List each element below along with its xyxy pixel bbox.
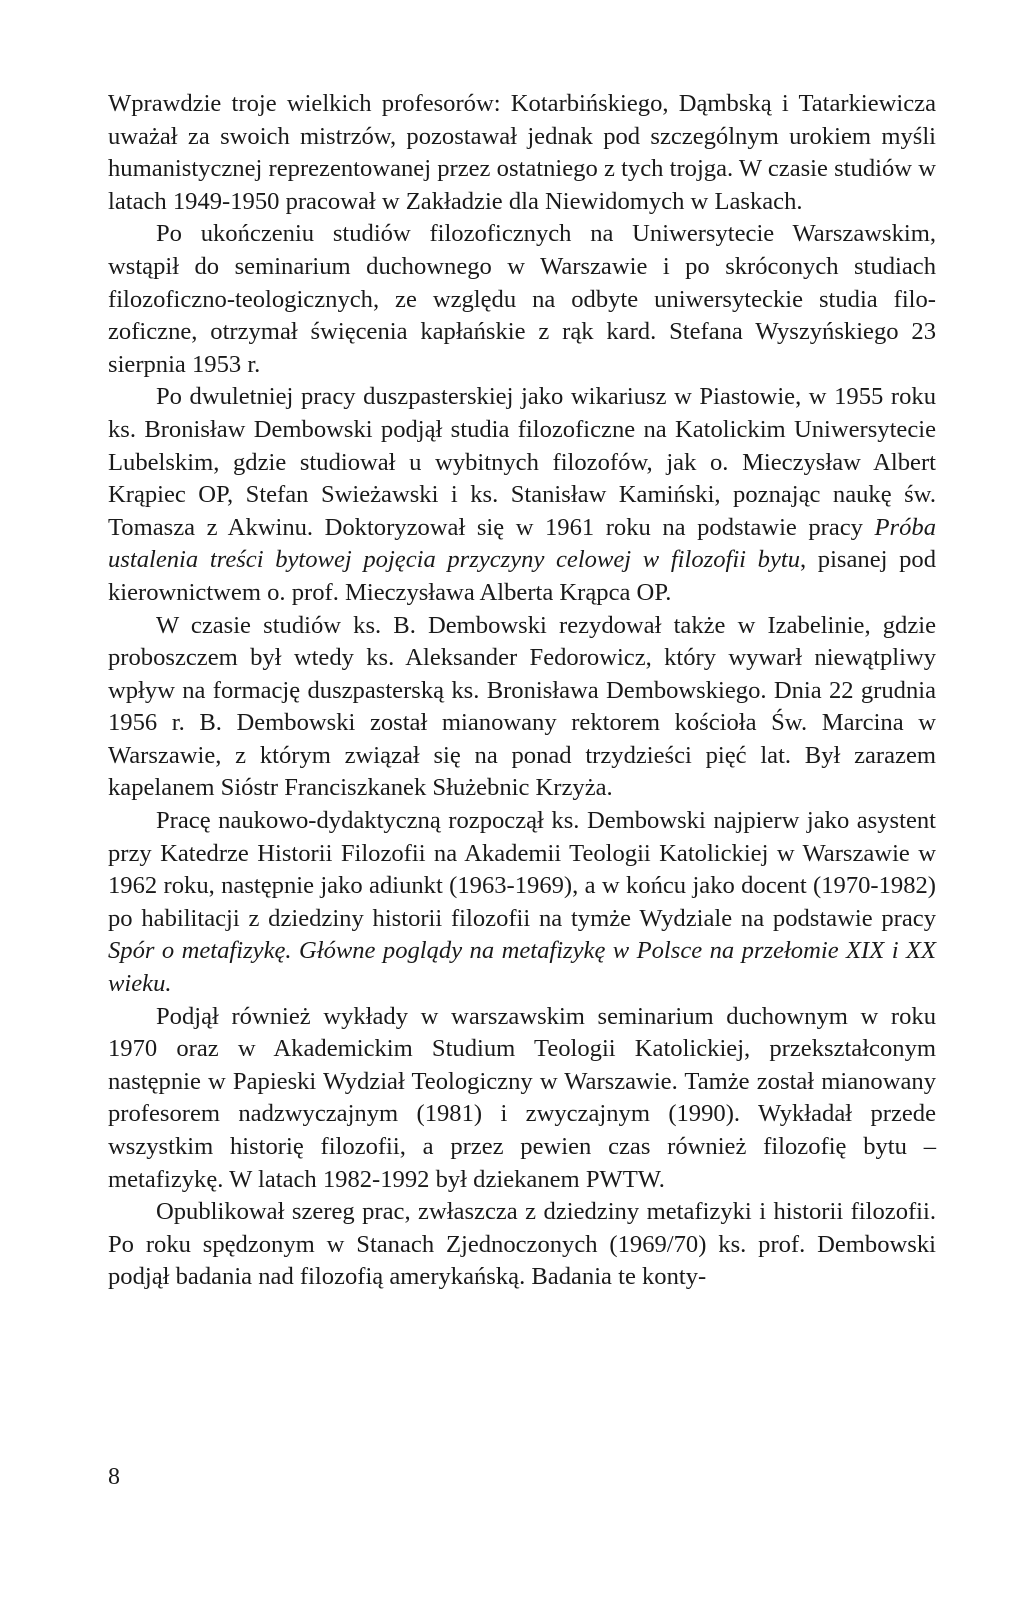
page-number: 8 bbox=[108, 1464, 120, 1490]
paragraph-5: Pracę naukowo-dydaktyczną rozpoczął ks. Dembowski najpierw jako asystent przy Katedrze Historii Filozofii na Akademii Teologii Katolickiej w Warszawie w 1962 roku, następnie jako adiunkt (1963-1969), a w końcu jako docent (1970-1982) po habilitacji z dziedziny historii filozofii na tymże Wydziale na podstawie pracy Spór o metafizykę. Główne poglądy na metafizykę w Polsce na przełomie XIX i XX wieku. bbox=[108, 807, 936, 998]
paragraph-7: Opublikował szereg prac, zwłaszcza z dziedziny metafizyki i historii filozofii. Po roku spędzonym w Stanach Zjednoczonych (1969/70) ks. prof. Dembowski podjął badania nad filozofią amerykańską. Badania te konty- bbox=[108, 1198, 936, 1291]
italic-title: Spór o metafizykę. Główne poglądy na metafizykę w Polsce na przełomie XIX i XX wieku. bbox=[108, 937, 936, 998]
paragraph-6: Podjął również wykłady w warszawskim seminarium duchownym w roku 1970 oraz w Akademickim Studium Teologii Katolickiej, przekształconym następnie w Papieski Wydział Teologiczny w Warszawie. Tamże został mianowany profesorem nadzwyczajnym (1981) i zwyczajnym (1990). Wykładał przede wszystkim historię filozofii, a przez pewien czas również filozofię bytu – metafizykę. W latach 1982-1992 był dziekanem PWTW. bbox=[108, 1002, 936, 1193]
page-body bbox=[108, 88, 936, 1294]
italic-title: Próba ustalenia treści bytowej pojęcia przyczyny celowej w filozofii bytu bbox=[108, 513, 936, 574]
paragraph-2: Po ukończeniu studiów filozoficznych na Uniwersytecie Warszawskim, wstąpił do seminarium duchownego w Warszawie i po skróconych studiach filozoficzno-teologicznych, ze względu na odbyte uniwersyteckie studia filozoficzne, otrzymał święcenia kapłańskie z rąk kard. Stefana Wyszyńskiego 23 sierpnia 1953 r. bbox=[108, 220, 936, 378]
paragraph-4: W czasie studiów ks. B. Dembowski rezydował także w Izabelinie, gdzie proboszczem był wtedy ks. Aleksander Fedorowicz, który wywarł niewątpliwy wpływ na formację duszpasterską ks. Bronisława Dembowskiego. Dnia 22 grudnia 1956 r. B. Dembowski został mianowany rektorem kościoła Św. Marcina w Warszawie, z którym związał się na ponad trzydzieści pięć lat. Był zarazem kapelanem Sióstr Franciszkanek Służebnic Krzyża. bbox=[108, 611, 936, 802]
paragraph-1: Wprawdzie troje wielkich profesorów: Kotarbińskiego, Dąmbską i Tatarkiewicza uważał za swoich mistrzów, pozostawał jednak pod szczególnym urokiem myśli humanistycznej reprezentowanej przez ostatniego z tych trojga. W czasie studiów w latach 1949-1950 pracował w Zakładzie dla Niewidomych w Laskach. bbox=[108, 90, 936, 215]
paragraph-3: Po dwuletniej pracy duszpasterskiej jako wikariusz w Piastowie, w 1955 roku ks. Bronisław Dembowski podjął studia filozoficzne na Katolickim Uniwersytecie Lubelskim, gdzie studiował u wybitnych filozofów, jak o. Mieczysław Albert Krąpiec OP, Stefan Swieżawski i ks. Stanisław Kamiński, poznając naukę św. Tomasza z Akwinu. Doktoryzował się w 1961 roku na podstawie pracy Próba ustalenia treści bytowej pojęcia przyczyny celowej w filozofii bytu, pisanej pod kierownictwem o. prof. Mieczysława Alberta Krąpca OP. bbox=[108, 383, 937, 606]
